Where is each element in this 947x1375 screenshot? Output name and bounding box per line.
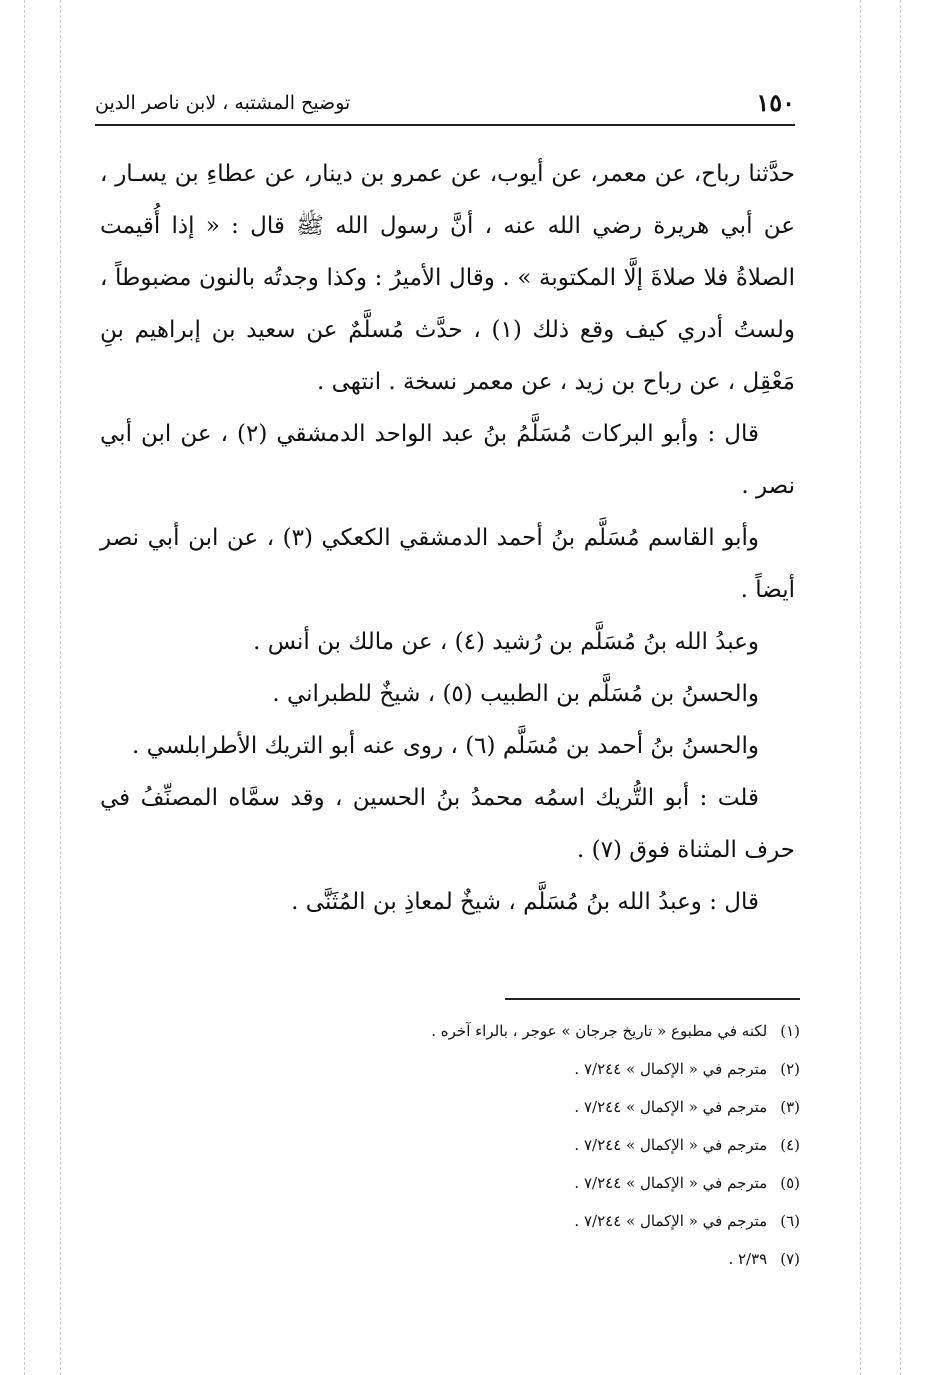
paragraph: والحسنُ بنُ أحمد بن مُسَلَّم (٦) ، روى عنه أبو التريك الأطرابلسي . <box>131 733 759 759</box>
paragraph: وأبو القاسم مُسَلَّم بنُ أحمد الدمشقي الكعكي (٣) ، عن ابن أبي نصر أيضاً . <box>100 525 795 603</box>
footnote-item <box>300 1240 800 1278</box>
page-number: ١٥٠ <box>756 88 795 117</box>
footnote-number: (٧) <box>780 1250 800 1268</box>
footnote-text: لكنه في مطبوع « تاريخ جرجان » عوجر ، بالراء آخره . <box>431 1022 768 1040</box>
footnote-text: مترجم في « الإكمال » ٧/٢٤٤ . <box>574 1098 768 1116</box>
footnote-number: (١) <box>780 1022 800 1040</box>
footnote-text: ٢/٣٩ . <box>728 1250 768 1268</box>
footnote-text: مترجم في « الإكمال » ٧/٢٤٤ . <box>574 1174 768 1192</box>
footnote-text: مترجم في « الإكمال » ٧/٢٤٤ . <box>574 1136 768 1154</box>
paragraph: قلت : أبو التُّريك اسمُه محمدُ بنُ الحسين ، وقد سمَّاه المصنِّفُ في حرف المثناة فوق (٧) . <box>100 785 795 863</box>
footnote-number: (٦) <box>780 1212 800 1230</box>
paragraph: حدَّثنا رباح، عن معمر، عن أيوب، عن عمرو بن دينار، عن عطاءِ بن يسـار ، عن أبي هريرة رضي الله عنه ، أنَّ رسول الله ﷺ قال : « إذا أُقيمت الصلاةُ فلا صلاةَ إلَّا المكتوبة » . وقال الأميرُ : وكذا وجدتُه بالنون مضبوطاً ، ولستُ أدري كيف وقع ذلك (١) ، حدَّث مُسلَّمٌ عن سعيد بن إبراهيم بنِ مَعْقِل ، عن رباح بن زيد ، عن معمر نسخة . انتهى . <box>100 161 795 395</box>
paragraph: قال : وأبو البركات مُسَلَّمُ بنُ عبد الواحد الدمشقي (٢) ، عن ابن أبي نصر . <box>100 421 795 499</box>
footnote-number: (٣) <box>780 1098 800 1116</box>
paragraph: والحسنُ بن مُسَلَّم بن الطبيب (٥) ، شيخٌ للطبراني . <box>272 681 759 707</box>
scan-guide-line <box>860 0 861 1375</box>
scan-guide-line <box>900 0 901 1375</box>
paragraph: وعبدُ الله بنُ مُسَلَّم بن رُشيد (٤) ، عن مالك بن أنس . <box>253 629 759 655</box>
footnote-text: مترجم في « الإكمال » ٧/٢٤٤ . <box>574 1212 768 1230</box>
footnotes <box>300 1012 800 1278</box>
footnote-number: (٢) <box>780 1060 800 1078</box>
paragraph: قال : وعبدُ الله بنُ مُسَلَّم ، شيخٌ لمعاذِ بن المُثَنَّى . <box>291 889 759 915</box>
running-title: توضيح المشتبه ، لابن ناصر الدين <box>95 92 351 114</box>
footnote-item <box>300 1050 800 1088</box>
footnote-separator <box>505 998 800 1000</box>
scan-guide-line <box>60 0 61 1375</box>
footnote-item <box>300 1202 800 1240</box>
scan-guide-line <box>24 0 25 1375</box>
footnote-text: مترجم في « الإكمال » ٧/٢٤٤ . <box>574 1060 768 1078</box>
footnote-item <box>300 1126 800 1164</box>
footnote-item <box>300 1088 800 1126</box>
footnote-number: (٤) <box>780 1136 800 1154</box>
page-header <box>95 84 795 126</box>
main-text <box>100 148 795 928</box>
footnote-number: (٥) <box>780 1174 800 1192</box>
footnote-item <box>300 1164 800 1202</box>
footnote-item <box>300 1012 800 1050</box>
